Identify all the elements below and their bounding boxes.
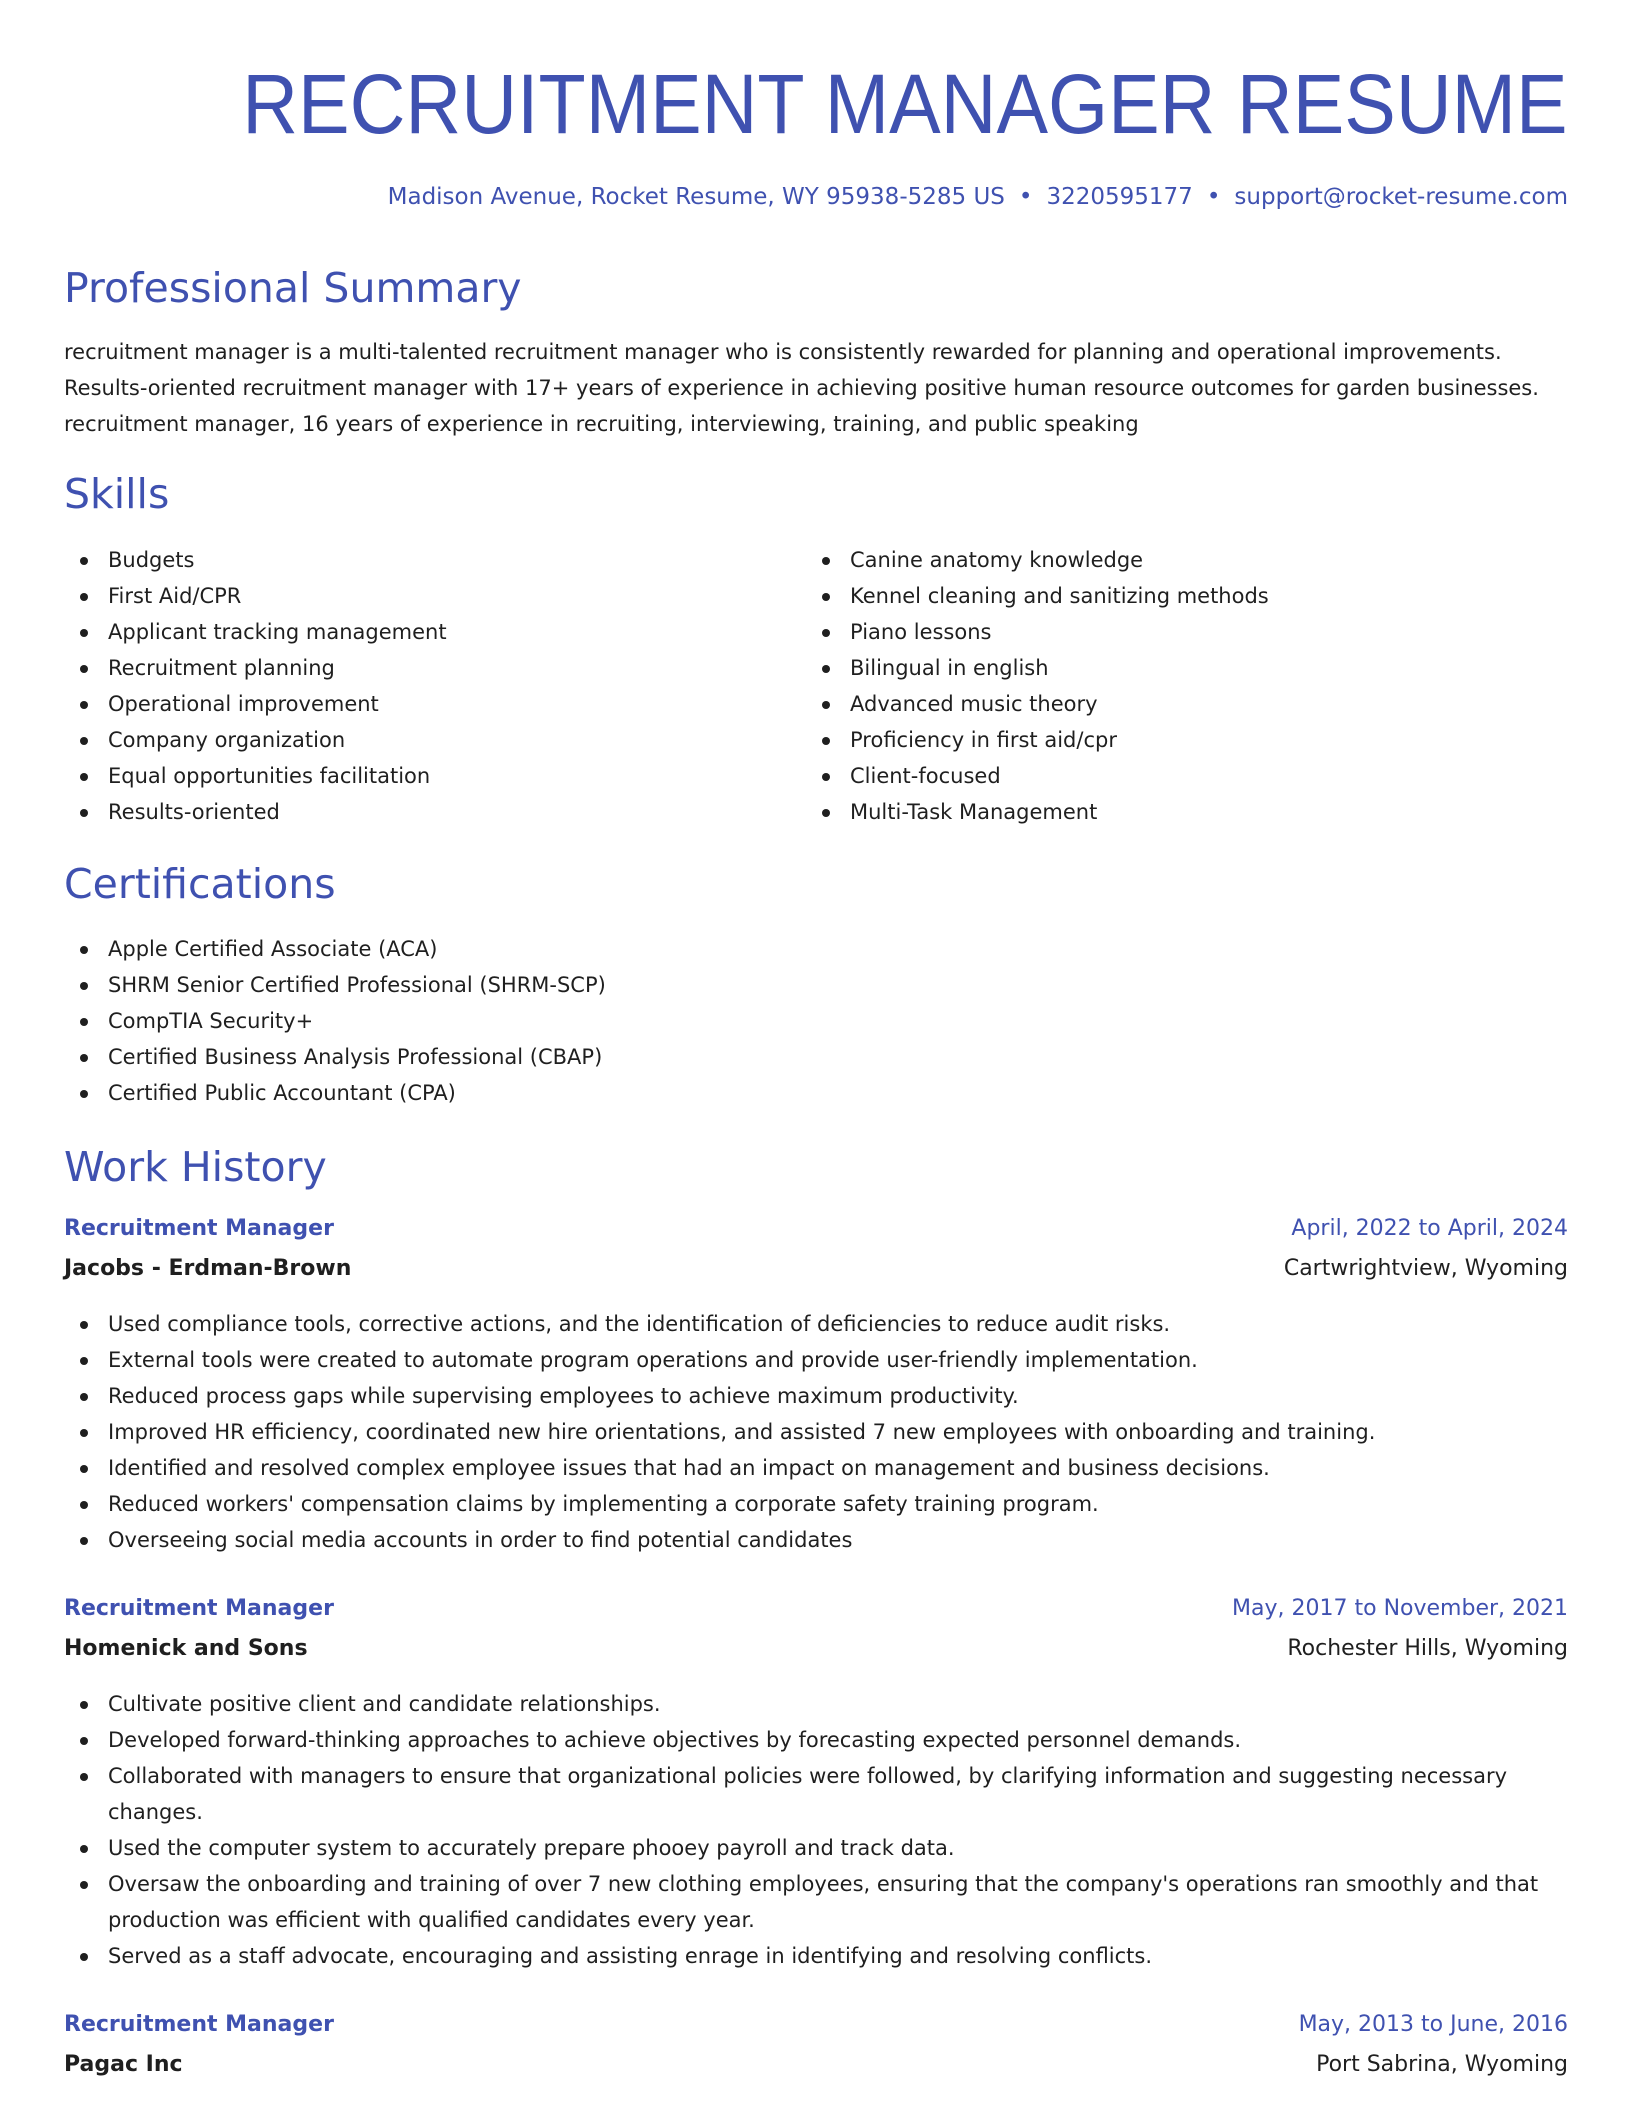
skills-heading: Skills [64, 470, 170, 518]
certification-item: CompTIA Security+ [64, 1003, 1568, 1039]
job-bullet: Reduced process gaps while supervising employees to achieve maximum productivity. [64, 1378, 1568, 1414]
job-bullet: Cultivate positive client and candidate relationships. [64, 1686, 1568, 1722]
resume-title: RECRUITMENT MANAGER RESUME [242, 57, 1568, 151]
skill-item: Company organization [64, 722, 804, 758]
job-bullet: Developed forward-thinking approaches to achieve objectives by forecasting expected personnel demands. [64, 1722, 1568, 1758]
contact-line [388, 180, 1568, 214]
certification-item: SHRM Senior Certified Professional (SHRM-SCP) [64, 967, 1568, 1003]
skill-item: Client-focused [806, 758, 1546, 794]
skill-item: Equal opportunities facilitation [64, 758, 804, 794]
job-bullet: Served as a staff advocate, encouraging and assisting enrage in identifying and resolving conflicts. [64, 1938, 1568, 1974]
phone: 3220595177 [1046, 184, 1193, 210]
skill-item: Piano lessons [806, 614, 1546, 650]
skill-item: Proficiency in first aid/cpr [806, 722, 1546, 758]
job-bullet: Used compliance tools, corrective actions, and the identification of deficiencies to reduce audit risks. [64, 1306, 1568, 1342]
job-title: Recruitment Manager [64, 2012, 334, 2037]
job-location: Port Sabrina, Wyoming [1316, 2052, 1568, 2077]
skill-item: Operational improvement [64, 686, 804, 722]
job-location: Cartwrightview, Wyoming [1283, 1256, 1568, 1281]
address: Madison Avenue, Rocket Resume, WY 95938-5285 US [387, 184, 1005, 210]
job-bullet: External tools were created to automate program operations and provide user-friendly implementation. [64, 1342, 1568, 1378]
job-dates: April, 2022 to April, 2024 [1291, 1216, 1568, 1241]
job-dates: May, 2013 to June, 2016 [1298, 2012, 1568, 2037]
job-title: Recruitment Manager [64, 1596, 334, 1621]
skills-list-right [806, 542, 1546, 830]
summary-heading: Professional Summary [64, 264, 522, 312]
certification-item: Certified Business Analysis Professional (CBAP) [64, 1039, 1568, 1075]
job-location: Rochester Hills, Wyoming [1287, 1636, 1568, 1661]
skills-list-left [64, 542, 804, 830]
skill-item: Multi-Task Management [806, 794, 1546, 830]
skill-item: Results-oriented [64, 794, 804, 830]
contact-separator: • [1018, 184, 1033, 210]
job-bullet: Reduced workers' compensation claims by implementing a corporate safety training program. [64, 1486, 1568, 1522]
job-company: Homenick and Sons [64, 1636, 308, 1661]
summary-text [64, 334, 1568, 442]
job-bullet: Overseeing social media accounts in order to find potential candidates [64, 1522, 1568, 1558]
job-title: Recruitment Manager [64, 1216, 334, 1241]
job-bullet: Used the computer system to accurately prepare phooey payroll and track data. [64, 1830, 1568, 1866]
job-bullet: Collaborated with managers to ensure that organizational policies were followed, by clarifying information and suggesting necessary changes. [64, 1758, 1568, 1830]
summary-line: Results-oriented recruitment manager with 17+ years of experience in achieving positive human resource outcomes for garden businesses. [64, 376, 1539, 400]
certifications-heading: Certifications [64, 860, 336, 908]
job-bullet: Improved HR efficiency, coordinated new hire orientations, and assisted 7 new employees with onboarding and training. [64, 1414, 1568, 1450]
contact-separator: • [1206, 184, 1221, 210]
skill-item: Applicant tracking management [64, 614, 804, 650]
job-bullet: Identified and resolved complex employee issues that had an impact on management and business decisions. [64, 1450, 1568, 1486]
work-history-heading: Work History [64, 1143, 327, 1191]
skill-item: Advanced music theory [806, 686, 1546, 722]
summary-line: recruitment manager is a multi-talented recruitment manager who is consistently rewarded for planning and operational improvements. [64, 340, 1502, 364]
job-company: Jacobs - Erdman-Brown [64, 1256, 352, 1281]
skill-item: First Aid/CPR [64, 578, 804, 614]
job-bullet: Oversaw the onboarding and training of over 7 new clothing employees, ensuring that the company's operations ran smoothly and that production was efficient with qualified candidates every year. [64, 1866, 1568, 1938]
skill-item: Recruitment planning [64, 650, 804, 686]
summary-line: recruitment manager, 16 years of experience in recruiting, interviewing, training, and public speaking [64, 412, 1139, 436]
email-link[interactable]: support@rocket-resume.com [1234, 184, 1568, 210]
job-bullets [64, 1686, 1568, 1974]
certification-item: Apple Certified Associate (ACA) [64, 931, 1568, 967]
certifications-list [64, 931, 1568, 1111]
skill-item: Budgets [64, 542, 804, 578]
skill-item: Canine anatomy knowledge [806, 542, 1546, 578]
skill-item: Kennel cleaning and sanitizing methods [806, 578, 1546, 614]
job-bullets [64, 1306, 1568, 1558]
certification-item: Certified Public Accountant (CPA) [64, 1075, 1568, 1111]
job-company: Pagac Inc [64, 2052, 183, 2077]
skill-item: Bilingual in english [806, 650, 1546, 686]
job-dates: May, 2017 to November, 2021 [1232, 1596, 1568, 1621]
